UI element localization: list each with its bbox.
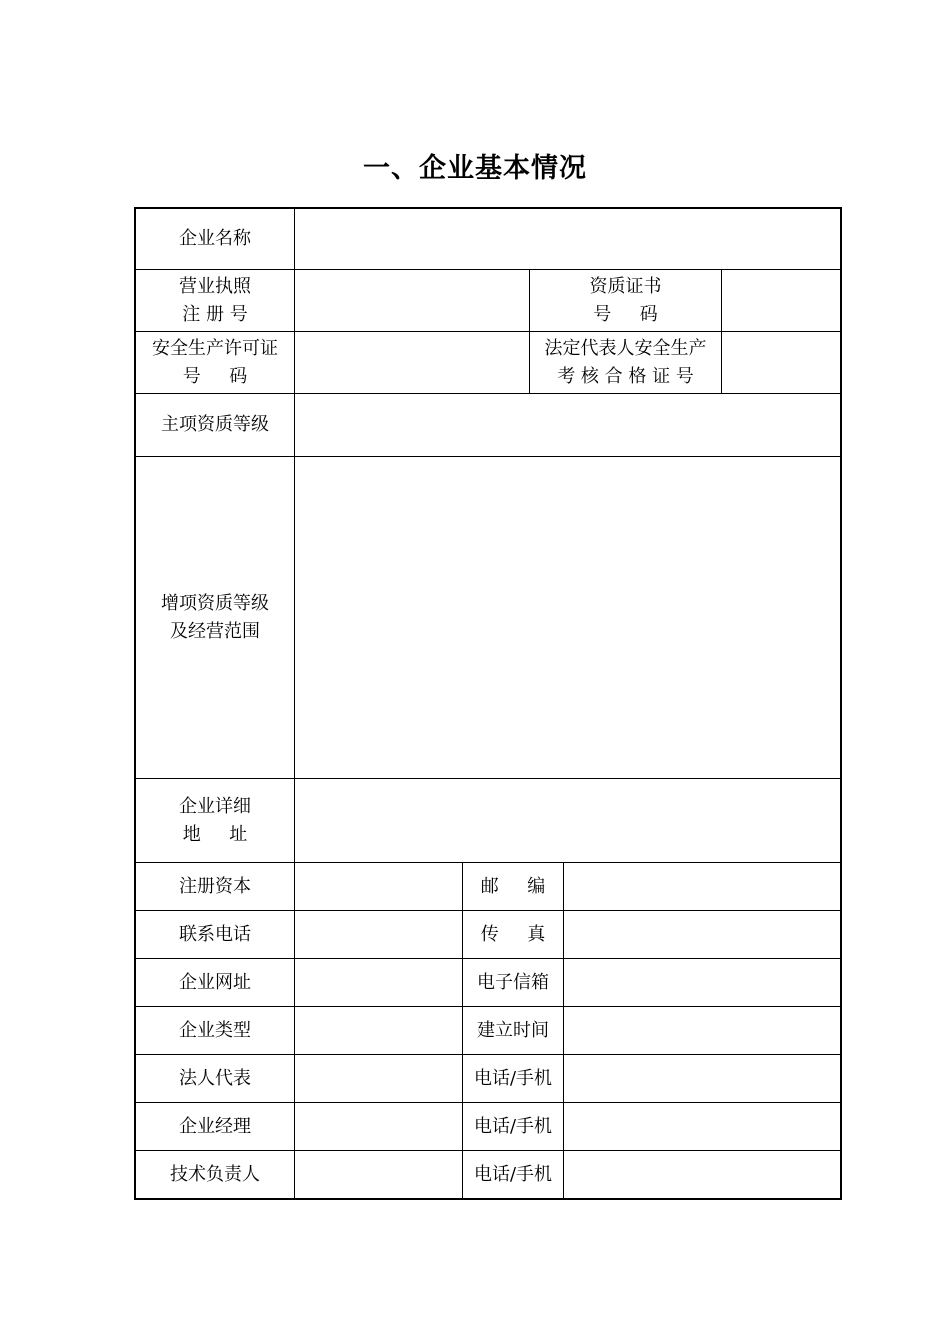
- extra-qualification-field[interactable]: [295, 457, 840, 778]
- label-qualification-cert: 资质证书 号 码: [589, 275, 662, 325]
- established-field[interactable]: [564, 1007, 840, 1054]
- label-established: 建立时间: [477, 1019, 549, 1041]
- label-website: 企业网址: [179, 971, 251, 993]
- label-legal-rep-cert: 法定代表人安全生产 考 核 合 格 证 号: [544, 337, 707, 387]
- fax-field[interactable]: [564, 911, 840, 958]
- company-type-field[interactable]: [295, 1007, 462, 1054]
- label-contact-phone: 联系电话: [179, 923, 251, 945]
- qualification-cert-field[interactable]: [722, 270, 840, 331]
- label-email: 电子信箱: [477, 971, 549, 993]
- label-manager-phone: 电话/手机: [473, 1115, 553, 1137]
- label-business-license: 营业执照 注 册 号: [179, 275, 251, 325]
- email-field[interactable]: [564, 959, 840, 1006]
- label-legal-rep: 法人代表: [179, 1067, 251, 1089]
- label-manager: 企业经理: [179, 1115, 251, 1137]
- legal-rep-field[interactable]: [295, 1055, 462, 1102]
- label-address: 企业详细 地 址: [179, 795, 251, 845]
- website-field[interactable]: [295, 959, 462, 1006]
- postcode-field[interactable]: [564, 863, 840, 910]
- label-postcode: 邮 编: [480, 875, 546, 897]
- company-name-field[interactable]: [295, 209, 840, 269]
- business-license-field[interactable]: [295, 270, 529, 331]
- label-legal-rep-phone: 电话/手机: [473, 1067, 553, 1089]
- label-tech-lead-phone: 电话/手机: [473, 1163, 553, 1185]
- label-safety-permit: 安全生产许可证 号 码: [152, 337, 278, 387]
- label-company-type: 企业类型: [179, 1019, 251, 1041]
- legal-rep-phone-field[interactable]: [564, 1055, 840, 1102]
- label-company-name: 企业名称: [179, 228, 251, 249]
- label-tech-lead: 技术负责人: [170, 1163, 260, 1185]
- label-extra-qualification: 增项资质等级 及经营范围: [161, 592, 269, 642]
- legal-rep-cert-field[interactable]: [722, 332, 840, 393]
- tech-lead-phone-field[interactable]: [564, 1151, 840, 1198]
- tech-lead-field[interactable]: [295, 1151, 462, 1198]
- address-field[interactable]: [295, 779, 840, 862]
- manager-field[interactable]: [295, 1103, 462, 1150]
- page-title: 一、企业基本情况: [363, 153, 587, 184]
- manager-phone-field[interactable]: [564, 1103, 840, 1150]
- label-registered-capital: 注册资本: [179, 875, 251, 897]
- registered-capital-field[interactable]: [295, 863, 462, 910]
- label-fax: 传 真: [480, 923, 546, 945]
- contact-phone-field[interactable]: [295, 911, 462, 958]
- safety-permit-field[interactable]: [295, 332, 529, 393]
- label-main-qualification: 主项资质等级: [161, 414, 269, 435]
- main-qualification-field[interactable]: [295, 394, 840, 456]
